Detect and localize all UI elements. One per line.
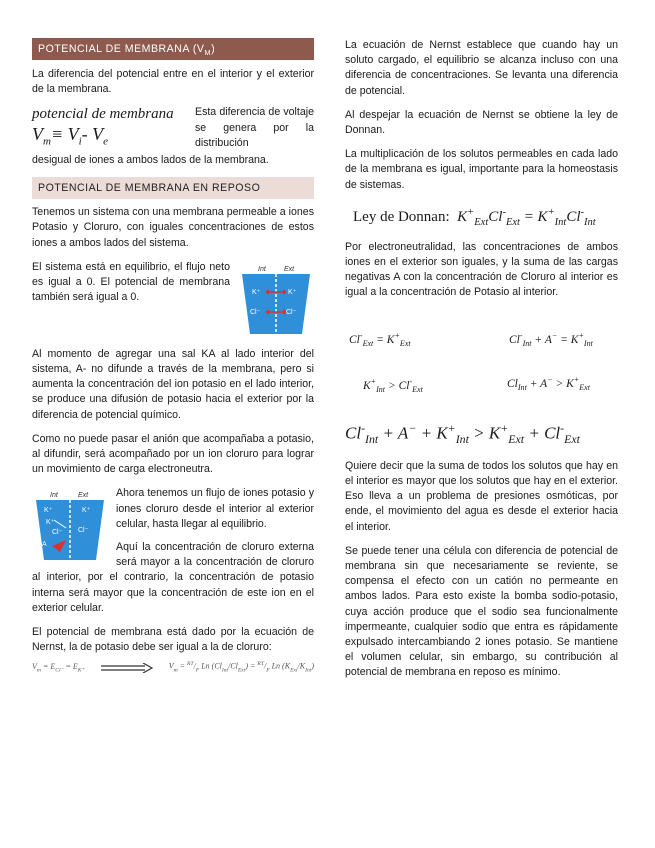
diagram-ext-label: Ext bbox=[284, 265, 295, 273]
implies-arrow-icon bbox=[101, 663, 153, 673]
paragraph-system: Tenemos un sistema con una membrana permeable a iones Potasio y Cloruro, con iguales concentraciones de estos iones a ambos lados del sistema. bbox=[32, 206, 314, 249]
formula-description: Esta diferencia de voltaje se genera por la distribución bbox=[195, 106, 314, 149]
left-column bbox=[32, 38, 314, 674]
formula-description-cont: desigual de iones a ambos lados de la membrana. bbox=[32, 154, 269, 166]
paragraph-pump: Se puede tener una célula con diferencia de potencial de membrana sin que necesariamente se reviente, se compensa el efecto con un catión no permeante en ambos lados. Para esto existe la bomba sodio-potasio, cuya acción produce que el sodio sea funcionalmente impermeante, cualquier sodio que entra es rápidamente expulsado intercambiando 2 iones potasio. Se mantiene el volumen celular, sin embargo, su contribución al potencial de membrana en reposo es mínimo. bbox=[345, 544, 618, 679]
paragraph-electroneutrality: Por electroneutralidad, las concentraciones de ambos iones en el exterior son iguales, y la suma de las cargas negativas A con la concentración de Cloruro al interior es igual a la concentración de Potasio al interior. bbox=[345, 240, 618, 299]
paragraph-chloride: Aquí la concentración de cloruro externa será mayor a la concentración de cloruro al interior, por el contrario, la concentración de potasio interna será mayor que la concentración de este ion en el exterior celular. bbox=[32, 541, 314, 614]
eq-int-greater: $K^+_{Int} > Cl^-_{Ext}$ bbox=[363, 376, 423, 394]
equilibrium-diagram bbox=[238, 264, 314, 336]
eq-sum-greater: $Cl_{Int} + A^- > K^+_{Ext}$ bbox=[507, 374, 590, 392]
formula-image bbox=[32, 105, 187, 153]
section-header-membrane-potential: POTENCIAL DE MEMBRANA $(V_M)$ bbox=[32, 38, 314, 60]
paragraph-flow: Ahora tenemos un flujo de iones potasio y iones cloruro desde el interior al exterior celular, hasta llegar al equilibrio. bbox=[116, 487, 314, 530]
formula-label: potencial de membrana bbox=[32, 106, 174, 123]
section-header-resting-potential: POTENCIAL DE MEMBRANA EN REPOSO bbox=[32, 177, 314, 199]
total-solutes-equation: $Cl^-_{Int} + A^- + K^+_{Int} > K^+_{Ext} + Cl^-_{Ext}$ bbox=[345, 420, 580, 446]
paragraph-equilibrium: El sistema está en equilibrio, el flujo neto es igual a 0. El potencial de membrana también será igual a 0. bbox=[32, 260, 230, 304]
diagram-k-left: K⁺ bbox=[252, 288, 261, 296]
diagram-k-right: K⁺ bbox=[288, 288, 297, 296]
flow-diagram bbox=[32, 490, 108, 562]
paragraph-donnan-intro: Al despejar la ecuación de Nernst se obtiene la ley de Donnan. bbox=[345, 108, 618, 137]
flow-ext-label: Ext bbox=[78, 492, 89, 500]
flow-cl-left: Cl⁻ bbox=[52, 529, 63, 537]
paragraph-ka-salt: Al momento de agregar una sal KA al lado interior del sistema, A- no difunde a través de la membrana, pero si aumenta la concentración del ion potasio en el lado interior, se produce una difusión de potasio hacia el exterior por la diferencia de potencial químico. bbox=[32, 347, 314, 421]
nernst-equation: $V_m = E_{Cl^-} = E_{K^+}$ $V_m = ^{RT}/_F$ Ln $(Cl_{Int}/Cl_{Ext}) = ^{RT}/_F$ Ln $(K_{Ext}/K_{Int})$ bbox=[32, 661, 314, 674]
flow-k-right: K⁺ bbox=[82, 507, 91, 515]
donnan-label: Ley de Donnan: bbox=[353, 208, 450, 225]
flow-a-label: A bbox=[42, 541, 47, 549]
flow-k-left-2: K⁺ bbox=[46, 519, 55, 527]
paragraph-definition: La diferencia del potencial entre en el interior y el exterior de la membrana. bbox=[32, 68, 314, 96]
paragraph-solutes: La multiplicación de los solutos permeables en cada lado de la membrana es igual, importante para la homeostasis de sistemas. bbox=[345, 148, 618, 191]
flow-int-label: Int bbox=[50, 492, 58, 500]
diagram-int-label: Int bbox=[258, 265, 266, 273]
formula-block bbox=[32, 105, 314, 153]
flow-cl-right: Cl⁻ bbox=[78, 527, 89, 535]
paragraph-osmotic: Quiere decir que la suma de todos los solutos que hay en el interior es mayor que los solutos que hay en el exterior. Eso lleva a un problema de presiones osmóticas, por ende, el movimiento del agua es desde el exterior hacia el interior. bbox=[345, 459, 618, 533]
paragraph-nernst: El potencial de membrana está dado por la ecuación de Nernst, la de potasio debe ser igual a la de cloruro: bbox=[32, 626, 314, 654]
eq-int-equal: $Cl^-_{Int} + A^- = K^+_{Int}$ bbox=[509, 330, 593, 348]
donnan-law: Ley de Donnan: $K^+_{Ext}Cl^-_{Ext} = K^+_{Int}Cl^-_{Int}$ bbox=[353, 206, 596, 228]
formula-expression: $V_m\equiv V_i-$ $V_e$ bbox=[32, 124, 109, 148]
diagram-cl-left: Cl⁻ bbox=[250, 308, 261, 316]
diagram-cl-right: Cl⁻ bbox=[286, 308, 297, 316]
paragraph-anion: Como no puede pasar el anión que acompañaba a potasio, al difundir, será acompañado por un ion cloruro para lograr un movimiento de carga electroneutra. bbox=[32, 432, 314, 476]
eq-ext-equal: $Cl^-_{Ext} = K^+_{Ext}$ bbox=[349, 330, 411, 348]
equation-grid bbox=[345, 315, 618, 407]
right-column bbox=[345, 38, 618, 681]
flow-k-left: K⁺ bbox=[44, 507, 53, 515]
paragraph-nernst-law: La ecuación de Nernst establece que cuando hay un soluto cargado, el equilibrio se alcanza incluso con una diferencia de concentraciones. Se levanta una diferencia de potencial. bbox=[345, 39, 618, 97]
